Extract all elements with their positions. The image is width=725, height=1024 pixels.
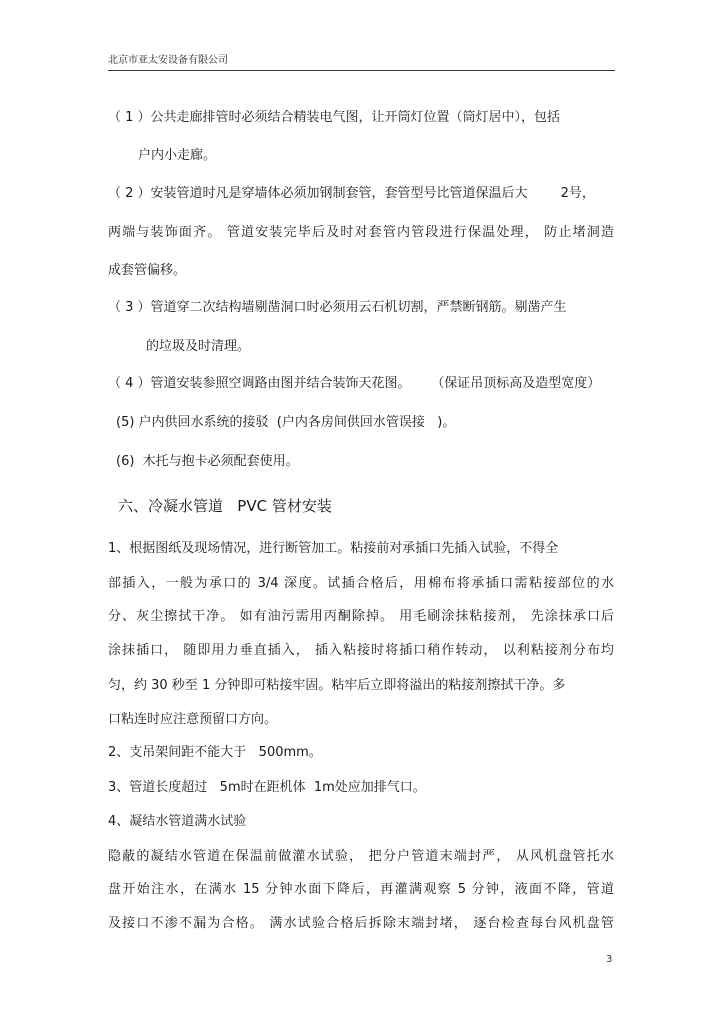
text-line: （ 2 ）安装管道时凡是穿墙体必须加钢制套管，套管型号比管道保温后大 2号， <box>108 186 595 201</box>
text-line: 涂抹插口， 随即用力垂直插入， 插入粘接时将插口稍作转动， 以利粘接剂分布均 <box>108 643 614 658</box>
text-line: （ 1 ）公共走廊排管时必须结合精装电气图，让开筒灯位置（筒灯居中），包括 <box>108 110 561 125</box>
text-line: 及接口不渗不漏为合格。 满水试验合格后拆除末端封堵， 逐台检查每台风机盘管 <box>108 916 614 931</box>
text-line: 两端与装饰面齐。 管道安装完毕后及时对套管内管段进行保温处理， 防止堵洞造 <box>108 225 614 240</box>
text-line: （ 3 ）管道穿二次结构墙剔凿洞口时必须用云石机切割，严禁断钢筋。剔凿产生 <box>108 300 567 315</box>
text-line: 的垃圾及时清理。 <box>146 339 251 354</box>
text-line: 匀，约 30 秒至 1 分钟即可粘接牢固。粘牢后立即将溢出的粘接剂擦拭干净。多 <box>108 678 566 693</box>
page-header-company: 北京市亚太安设备有限公司 <box>108 55 228 66</box>
text-line: 户内小走廊。 <box>138 148 217 163</box>
text-line: 隐蔽的凝结水管道在保温前做灌水试验， 把分户管道末端封严， 从风机盘管托水 <box>108 849 614 864</box>
text-line: 口粘连时应注意预留口方向。 <box>108 712 278 727</box>
text-line: 1、根据图纸及现场情况，进行断管加工。粘接前对承插口先插入试验，不得全 <box>108 541 559 556</box>
text-line: 4、凝结水管道满水试验 <box>108 814 247 829</box>
header-divider <box>108 70 615 71</box>
text-line: 分、灰尘擦拭干净。 如有油污需用丙酮除掉。 用毛刷涂抹粘接剂， 先涂抹承口后 <box>108 609 614 624</box>
text-line: 2、支吊架间距不能大于 500mm。 <box>108 745 322 760</box>
text-line: 部插入，一般为承口的 3/4 深度。试插合格后，用棉布将承插口需粘接部位的水 <box>108 576 614 591</box>
text-line: （ 4 ）管道安装参照空调路由图并结合装饰天花图。 （保证吊顶标高及造型宽度） <box>108 376 601 391</box>
text-line: 成套管偏移。 <box>108 263 187 278</box>
text-line: (5) 户内供回水系统的接驳 (户内各房间供回水管误接 )。 <box>116 415 456 430</box>
text-line: 3、管道长度超过 5m时在距机体 1m处应加排气口。 <box>108 780 426 795</box>
text-line: (6) 木托与抱卡必须配套使用。 <box>116 454 299 469</box>
page-number: 3 <box>606 954 613 965</box>
text-line: 盘开始注水，在满水 15 分钟水面下降后，再灌满观察 5 分钟，液面不降，管道 <box>108 882 614 897</box>
section-heading: 六、冷凝水管道 PVC 管材安装 <box>118 497 332 515</box>
